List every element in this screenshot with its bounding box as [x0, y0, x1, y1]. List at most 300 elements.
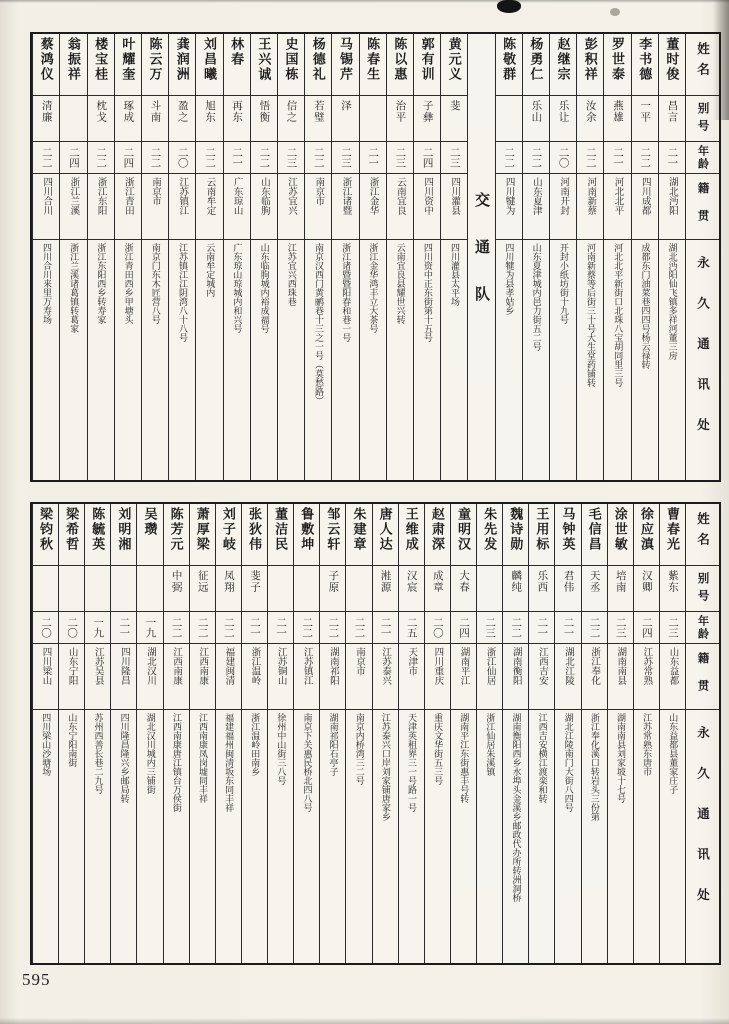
- person-native-cell: [190, 644, 215, 710]
- person-name: 杨德礼: [310, 37, 326, 82]
- person-age: 二二: [353, 617, 365, 638]
- person-name-cell: [608, 504, 633, 566]
- field-header-cell: [686, 96, 719, 142]
- person-age-cell: [577, 142, 603, 174]
- person-native: 浙江仙居: [484, 647, 495, 685]
- person-native: 南京市: [353, 647, 364, 676]
- person-address-cell: [634, 710, 659, 963]
- roster-table-top: [30, 32, 721, 482]
- person-age: 二二: [170, 617, 182, 638]
- person-column: [359, 34, 386, 480]
- person-address-cell: [294, 710, 319, 963]
- person-native-cell: [142, 174, 168, 240]
- person-address-cell: [660, 710, 685, 963]
- person-age: 二一: [611, 147, 623, 168]
- person-native-cell: [216, 644, 241, 710]
- person-age: 二一: [562, 617, 574, 638]
- person-address-cell: [137, 710, 162, 963]
- person-alias-cell: [659, 96, 685, 142]
- person-address-cell: [659, 240, 685, 480]
- person-native-cell: [634, 644, 659, 710]
- person-alias-cell: [414, 96, 440, 142]
- person-address: 湖南祁阳石亭子: [328, 713, 339, 776]
- person-column: [293, 504, 319, 963]
- person-native-cell: [496, 174, 522, 240]
- person-name: 叶耀奎: [120, 37, 136, 82]
- person-address-cell: [451, 710, 476, 963]
- person-native: 湖北汉川: [144, 647, 155, 685]
- person-address-cell: [224, 240, 250, 480]
- person-name: 罗世泰: [609, 37, 625, 82]
- person-alias-cell: [88, 96, 114, 142]
- person-native: 江苏铜山: [275, 647, 286, 685]
- person-name: 陈敬群: [501, 37, 517, 82]
- person-name-cell: [164, 504, 189, 566]
- person-age-cell: [582, 612, 607, 644]
- person-alias-cell: [216, 566, 241, 612]
- person-alias-cell: [332, 96, 358, 142]
- person-native: 江苏常熟: [641, 647, 652, 685]
- person-name-cell: [503, 504, 528, 566]
- person-address: 湖南衡阳西乡水埠头金溪乡邮政代办所转洲洞桥: [511, 713, 522, 902]
- person-age-cell: [477, 612, 502, 644]
- person-name-cell: [294, 504, 319, 566]
- person-address-cell: [111, 710, 136, 963]
- person-native: 江苏镇江: [301, 647, 312, 685]
- person-alias-cell: [111, 566, 136, 612]
- person-address-cell: [441, 240, 467, 480]
- person-age: 二三: [394, 147, 406, 168]
- person-age-cell: [414, 142, 440, 174]
- person-age-cell: [632, 142, 658, 174]
- person-alias: 乐山: [530, 100, 542, 123]
- person-native-cell: [224, 174, 250, 240]
- person-name: 彭积祥: [582, 37, 598, 82]
- person-native-cell: [477, 644, 502, 710]
- person-native-cell: [387, 174, 413, 240]
- person-alias: 培南: [614, 570, 626, 593]
- person-age-cell: [399, 612, 424, 644]
- person-name-cell: [529, 504, 554, 566]
- person-alias-cell: [496, 96, 522, 142]
- person-age: 二一: [248, 617, 260, 638]
- person-age-cell: [59, 612, 84, 644]
- person-age-cell: [85, 612, 110, 644]
- person-column: [304, 34, 331, 480]
- person-name-cell: [604, 34, 630, 96]
- person-name-cell: [190, 504, 215, 566]
- person-native: 南京市: [150, 177, 161, 206]
- person-address: 山东宁阳南街: [67, 713, 78, 767]
- person-address-cell: [320, 710, 345, 963]
- person-address-cell: [216, 710, 241, 963]
- person-age-cell: [268, 612, 293, 644]
- person-name-cell: [660, 504, 685, 566]
- person-address: 徐州中山街三八号: [276, 713, 287, 785]
- person-alias: 汉宸: [405, 570, 417, 593]
- person-address: 河南新蔡等后街三十号大生堂药铺转: [586, 243, 597, 387]
- person-column: [58, 504, 84, 963]
- person-age: 二三: [339, 147, 351, 168]
- person-alias: 子原: [327, 570, 339, 593]
- person-age: 二四: [640, 617, 652, 638]
- person-alias-cell: [634, 566, 659, 612]
- person-name: 童明汉: [455, 507, 471, 552]
- person-alias-cell: [660, 566, 685, 612]
- person-alias: 天丞: [588, 570, 600, 593]
- person-column: [658, 34, 685, 480]
- person-age: 二二: [312, 147, 324, 168]
- person-name-cell: [387, 34, 413, 96]
- person-alias-cell: [477, 566, 502, 612]
- person-age-cell: [503, 612, 528, 644]
- person-address: 南京汉西门黄鹂巷十三之一号（莫愁路）: [314, 243, 324, 405]
- person-native: 四川重庆: [432, 647, 443, 685]
- person-column: [554, 504, 580, 963]
- person-alias-cell: [115, 96, 141, 142]
- person-alias: 再东: [231, 100, 243, 123]
- person-name: 陈以惠: [392, 37, 408, 82]
- person-address: 重庆文华街五三号: [433, 713, 444, 785]
- person-age-cell: [320, 612, 345, 644]
- person-age-cell: [111, 612, 136, 644]
- person-alias: 旭东: [203, 100, 215, 123]
- person-alias-cell: [190, 566, 215, 612]
- person-address: 江西南康凤岗墟同丰祥: [197, 713, 208, 803]
- person-alias: 燕雄: [611, 100, 623, 123]
- person-alias-cell: [523, 96, 549, 142]
- person-native-cell: [582, 644, 607, 710]
- person-native: 浙江青田: [122, 177, 133, 215]
- person-name: 曹春光: [664, 507, 680, 552]
- person-name-cell: [305, 34, 331, 96]
- person-age-cell: [196, 142, 222, 174]
- person-address: 湖南平江东街惠丰号转: [459, 713, 470, 803]
- person-name: 唐人达: [377, 507, 393, 552]
- person-name: 龚润洲: [174, 37, 190, 82]
- person-age: 二〇: [176, 147, 188, 168]
- person-address-cell: [577, 240, 603, 480]
- person-name-cell: [111, 504, 136, 566]
- person-name: 萧厚梁: [194, 507, 210, 552]
- person-column: [398, 504, 424, 963]
- person-name: 王维成: [403, 507, 419, 552]
- person-age: 二一: [367, 147, 379, 168]
- person-native-cell: [88, 174, 114, 240]
- person-native: 江苏镇江: [177, 177, 188, 215]
- person-age-cell: [216, 612, 241, 644]
- person-age: 二一: [379, 617, 391, 638]
- person-address-cell: [425, 710, 450, 963]
- person-name-cell: [555, 504, 580, 566]
- person-address-cell: [496, 240, 522, 480]
- person-native: 江西南康: [171, 647, 182, 685]
- scan-bottom-edge-artifact: [0, 1018, 729, 1024]
- person-address: 苏州西善长巷二九号: [93, 713, 104, 794]
- person-native: 四川隆昌: [118, 647, 129, 685]
- person-name: 陈毓英: [90, 507, 106, 552]
- person-age: 二一: [231, 147, 243, 168]
- person-address-cell: [387, 240, 413, 480]
- field-header-cell: [686, 710, 719, 963]
- person-address: 江苏宜兴西珠巷: [286, 243, 297, 306]
- person-address: 浙江奉化溪口转岩头三份第: [589, 713, 600, 821]
- person-address: 山东夏津城内邑力街五二号: [531, 243, 542, 351]
- person-age: 二〇: [66, 617, 78, 638]
- person-address-cell: [190, 710, 215, 963]
- person-age: 二一: [666, 147, 678, 168]
- person-column: [345, 504, 371, 963]
- person-native-cell: [268, 644, 293, 710]
- person-age: 二二: [149, 147, 161, 168]
- person-address: 湖南南县刘家坡十七号: [615, 713, 626, 803]
- person-address-cell: [142, 240, 168, 480]
- roster-table-bottom: [30, 502, 721, 965]
- person-name-cell: [477, 504, 502, 566]
- person-address-cell: [582, 710, 607, 963]
- person-address: 江西吉安横江渡栾和转: [537, 713, 548, 803]
- person-address: 浙江青田西乡甲塘头: [123, 243, 134, 324]
- person-name-cell: [242, 504, 267, 566]
- person-address: 山东临朐城内裕成福号: [259, 243, 270, 333]
- person-alias: 斗南: [149, 100, 161, 123]
- field-header-native: 籍贯: [696, 652, 709, 707]
- person-address: 四川资中正东街第十五号: [422, 243, 433, 342]
- field-header-cell: [686, 174, 719, 240]
- person-age: 二二: [95, 147, 107, 168]
- person-age: 二二: [510, 617, 522, 638]
- person-age: 二四: [67, 147, 79, 168]
- person-native-cell: [115, 174, 141, 240]
- person-name: 魏诗勋: [508, 507, 524, 552]
- person-name: 毛信昌: [586, 507, 602, 552]
- person-name: 刘子岐: [220, 507, 236, 552]
- person-address-cell: [242, 710, 267, 963]
- person-column: [413, 34, 440, 480]
- person-name: 赵继宗: [555, 37, 571, 82]
- person-alias: 信之: [285, 100, 297, 123]
- person-name: 王用标: [534, 507, 550, 552]
- person-age: 二一: [118, 617, 130, 638]
- person-native-cell: [451, 644, 476, 710]
- person-age-cell: [169, 142, 195, 174]
- person-address: 湖北汉川城内三铺街: [145, 713, 156, 794]
- person-age-cell: [634, 612, 659, 644]
- person-name-cell: [496, 34, 522, 96]
- person-native: 山东夏津: [530, 177, 541, 215]
- person-address-cell: [268, 710, 293, 963]
- person-name-cell: [399, 504, 424, 566]
- person-age: 二二: [530, 147, 542, 168]
- person-name-cell: [268, 504, 293, 566]
- field-header-column: [685, 34, 719, 480]
- field-header-native: 籍贯: [696, 182, 709, 237]
- person-alias: 盈之: [176, 100, 188, 123]
- person-alias-cell: [142, 96, 168, 142]
- unit-label-column: [467, 34, 494, 480]
- person-alias: 清廉: [40, 100, 52, 123]
- person-name: 董时俊: [664, 37, 680, 82]
- person-column: [386, 34, 413, 480]
- person-name-cell: [142, 34, 168, 96]
- person-alias-cell: [632, 96, 658, 142]
- person-address: 天津英租界三一号路一号: [406, 713, 417, 812]
- person-alias-cell: [196, 96, 222, 142]
- person-name: 梁钧秋: [37, 507, 53, 552]
- person-name: 杨勇仁: [528, 37, 544, 82]
- person-age-cell: [373, 612, 398, 644]
- person-name-cell: [59, 504, 84, 566]
- person-name: 朱建章: [351, 507, 367, 552]
- person-column: [168, 34, 195, 480]
- person-native-cell: [294, 644, 319, 710]
- person-address: 江苏泰兴口岸刘家铺唐家乡: [380, 713, 391, 821]
- person-native: 浙江奉化: [589, 647, 600, 685]
- person-column: [522, 34, 549, 480]
- scan-speck-artifact: [610, 8, 620, 16]
- person-native-cell: [503, 644, 528, 710]
- person-native: 山东益都: [667, 647, 678, 685]
- person-alias: 汝余: [584, 100, 596, 123]
- person-name-cell: [332, 34, 358, 96]
- person-age: 二二: [639, 147, 651, 168]
- person-alias: 汉卿: [640, 570, 652, 593]
- person-name-cell: [550, 34, 576, 96]
- person-native: 四川资中: [422, 177, 433, 215]
- person-column: [440, 34, 467, 480]
- person-alias-cell: [169, 96, 195, 142]
- person-column: [32, 34, 59, 480]
- person-alias: 斐子: [248, 570, 260, 593]
- person-age-cell: [523, 142, 549, 174]
- person-column: [631, 34, 658, 480]
- person-column: [372, 504, 398, 963]
- person-name: 朱先发: [482, 507, 498, 552]
- person-native: 四川梁山: [40, 647, 51, 685]
- person-column: [195, 34, 222, 480]
- person-alias: 征远: [196, 570, 208, 593]
- person-name: 李书德: [637, 37, 653, 82]
- person-address: 四川灌县太平场: [450, 243, 461, 306]
- person-name: 蔡鸿仪: [38, 37, 54, 82]
- person-name: 董洁民: [273, 507, 289, 552]
- field-header-cell: [686, 566, 719, 612]
- person-name-cell: [360, 34, 386, 96]
- person-column: [603, 34, 630, 480]
- person-alias-cell: [33, 96, 59, 142]
- person-alias-cell: [529, 566, 554, 612]
- person-address-cell: [305, 240, 331, 480]
- person-address: 江苏常熟东唐市: [642, 713, 653, 776]
- person-address-cell: [196, 240, 222, 480]
- person-alias-cell: [59, 566, 84, 612]
- person-native: 江苏吴县: [92, 647, 103, 685]
- person-address-cell: [33, 240, 59, 480]
- person-alias: 乐西: [536, 570, 548, 593]
- person-native: 江苏宜兴: [286, 177, 297, 215]
- person-native-cell: [425, 644, 450, 710]
- person-native-cell: [278, 174, 304, 240]
- person-column: [163, 504, 189, 963]
- person-age: 二五: [405, 617, 417, 638]
- person-native: 福建闽清: [223, 647, 234, 685]
- person-column: [319, 504, 345, 963]
- person-name: 涂世敏: [612, 507, 628, 552]
- person-age-cell: [164, 612, 189, 644]
- person-age-cell: [224, 142, 250, 174]
- person-column: [331, 34, 358, 480]
- person-name-cell: [224, 34, 250, 96]
- person-address-cell: [360, 240, 386, 480]
- person-alias-cell: [294, 566, 319, 612]
- person-native: 四川灌县: [449, 177, 460, 215]
- person-name: 邹云轩: [325, 507, 341, 552]
- person-age-cell: [659, 142, 685, 174]
- person-address: 江苏镇江江阴湾八十八号: [177, 243, 188, 342]
- person-alias-cell: [360, 96, 386, 142]
- person-native: 四川成都: [639, 177, 650, 215]
- field-header-column: [685, 504, 719, 963]
- person-age: 二三: [285, 147, 297, 168]
- person-alias: 成章: [431, 570, 443, 593]
- person-column: [32, 504, 58, 963]
- person-name-cell: [33, 504, 58, 566]
- person-age: 二二: [301, 617, 313, 638]
- person-name: 刘明湘: [116, 507, 132, 552]
- person-age-cell: [251, 142, 277, 174]
- person-column: [110, 504, 136, 963]
- person-column: [59, 34, 86, 480]
- person-alias: 斐: [448, 100, 460, 112]
- person-address: 浙江诸暨暨阳春和巷一号: [341, 243, 352, 342]
- person-name-cell: [346, 504, 371, 566]
- person-age: 二三: [614, 617, 626, 638]
- field-header-cell: [686, 644, 719, 710]
- person-age: 二〇: [39, 617, 51, 638]
- person-alias-cell: [320, 566, 345, 612]
- person-alias-cell: [425, 566, 450, 612]
- person-name-cell: [632, 34, 658, 96]
- person-alias-cell: [85, 566, 110, 612]
- person-native-cell: [33, 174, 59, 240]
- person-address: 四川犍为县孝姑乡: [504, 243, 515, 315]
- person-name-cell: [169, 34, 195, 96]
- person-address-cell: [115, 240, 141, 480]
- person-name-cell: [414, 34, 440, 96]
- person-column: [424, 504, 450, 963]
- person-age-cell: [346, 612, 371, 644]
- person-column: [528, 504, 554, 963]
- person-name: 刘昌曦: [201, 37, 217, 82]
- person-alias: 泽: [339, 100, 351, 112]
- person-alias-cell: [451, 566, 476, 612]
- person-address-cell: [60, 240, 86, 480]
- person-age-cell: [33, 612, 58, 644]
- person-alias-cell: [582, 566, 607, 612]
- person-alias-cell: [33, 566, 58, 612]
- person-name: 吴瓒: [142, 507, 158, 537]
- person-name-cell: [137, 504, 162, 566]
- person-native-cell: [196, 174, 222, 240]
- person-column: [659, 504, 685, 963]
- person-column: [241, 504, 267, 963]
- person-address-cell: [550, 240, 576, 480]
- person-age-cell: [387, 142, 413, 174]
- person-address-cell: [251, 240, 277, 480]
- person-native-cell: [529, 644, 554, 710]
- person-column: [215, 504, 241, 963]
- person-age: 二三: [666, 617, 678, 638]
